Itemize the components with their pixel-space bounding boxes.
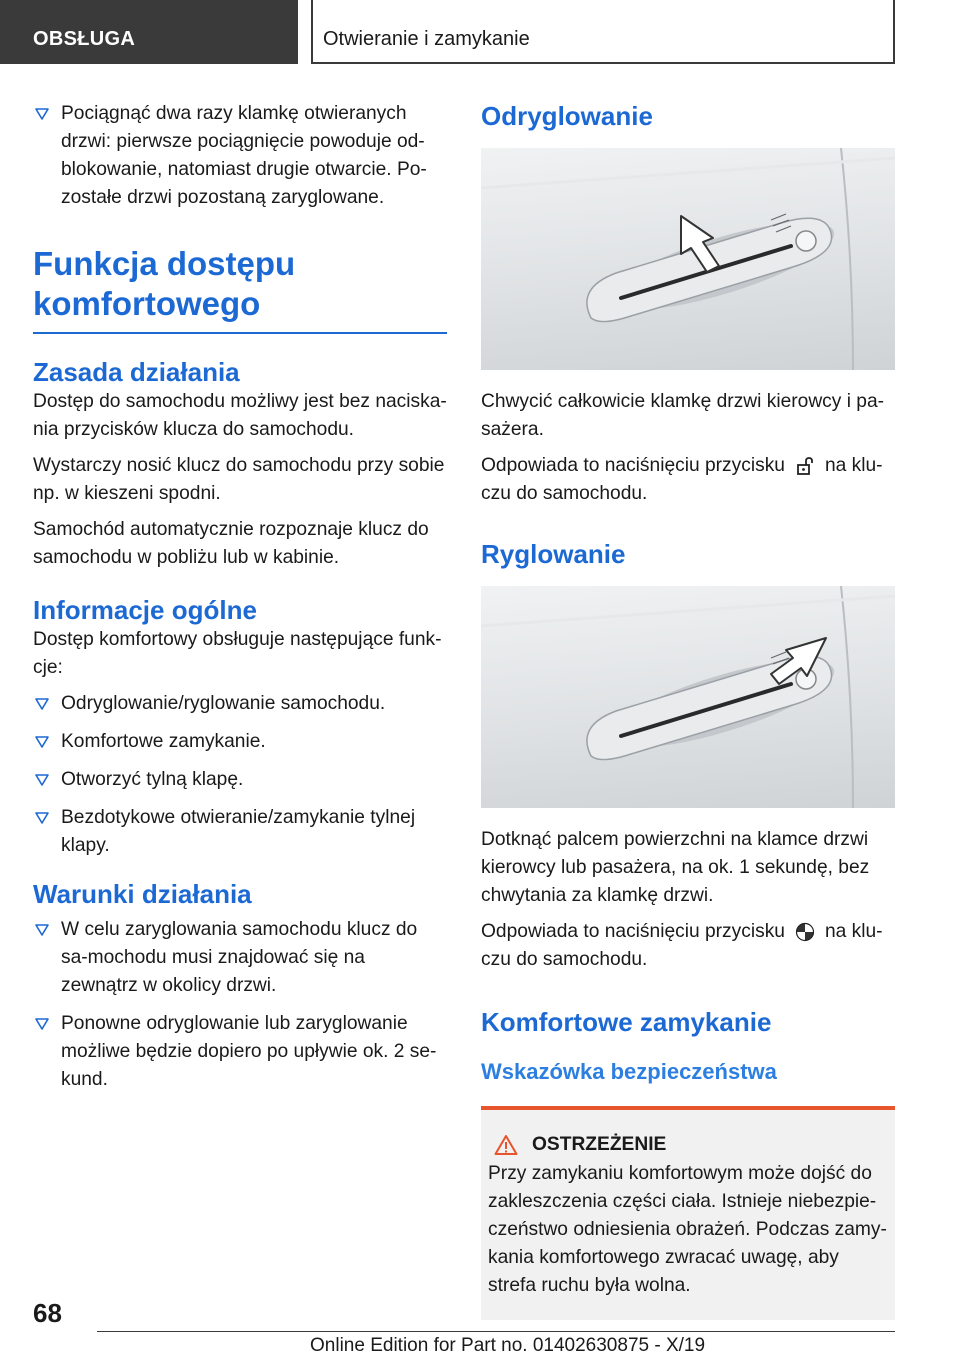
header-chapter-label: Otwieranie i zamykanie bbox=[323, 28, 530, 50]
triangle-bullet-icon bbox=[35, 811, 49, 825]
odryglowanie-p1: Chwycić całkowicie klamkę drzwi kierowcy i pa-sażera. bbox=[481, 391, 885, 440]
intro-list bbox=[33, 100, 447, 212]
triangle-bullet-icon bbox=[35, 107, 49, 121]
unlock-icon bbox=[795, 456, 815, 476]
zasada-p1: Dostęp do samochodu możliwy jest bez naciska-nia przycisków klucza do samochodu. bbox=[33, 391, 447, 440]
safety-subheading: Wskazówka bezpieczeństwa bbox=[481, 1059, 777, 1084]
warning-label: OSTRZEŻENIE bbox=[532, 1134, 667, 1155]
zasada-heading: Zasada działania bbox=[33, 357, 240, 387]
main-heading: Funkcja dostępu komfortowego bbox=[33, 245, 296, 322]
footer-rule bbox=[97, 1331, 895, 1332]
ryglowanie-p2: Odpowiada to naciśnięciu przycisku na klu-czu do samochodu. bbox=[481, 921, 883, 970]
warning-text: Przy zamykaniu komfortowym może dojść do zakleszczenia części ciała. Istnieje niebezpie-czeństwo odniesienia obrażeń. Podczas zamy-kania komfortowego zwracać uwagę, aby strefa ruchu była wolna. bbox=[488, 1163, 887, 1296]
list-item: Ponowne odryglowanie lub zaryglowanie możliwe będzie dopiero po upływie ok. 2 se-kund. bbox=[33, 1010, 447, 1094]
door-handle-lock-figure bbox=[481, 586, 895, 808]
zasada-p2: Wystarczy nosić klucz do samochodu przy sobie np. w kieszeni spodni. bbox=[33, 455, 445, 504]
list-item: Komfortowe zamykanie. bbox=[33, 728, 447, 756]
footer-edition: Online Edition for Part no. 01402630875 - X/19 bbox=[310, 1335, 706, 1356]
informacje-heading: Informacje ogólne bbox=[33, 595, 257, 625]
warning-box bbox=[481, 1106, 895, 1320]
door-handle-lock-illustration bbox=[481, 586, 895, 808]
odryglowanie-heading: Odryglowanie bbox=[481, 101, 653, 131]
door-handle-unlock-illustration bbox=[481, 148, 895, 370]
odryglowanie-p2: Odpowiada to naciśnięciu przycisku na klu-czu do samochodu. bbox=[481, 455, 883, 504]
lock-badge-icon bbox=[795, 922, 815, 942]
list-item: W celu zaryglowania samochodu klucz do sa-mochodu musi znajdować się na zewnątrz w okolicy drzwi. bbox=[33, 916, 447, 1000]
komfortowe-heading: Komfortowe zamykanie bbox=[481, 1007, 772, 1037]
header-section-label: OBSŁUGA bbox=[33, 28, 136, 50]
list-item: Pociągnąć dwa razy klamkę otwieranych drzwi: pierwsze pociągnięcie powoduje od-blokowanie, natomiast drugie otwarcie. Po-zostałe drzwi pozostaną zaryglowane. bbox=[33, 100, 447, 212]
header-chapter-tab bbox=[311, 0, 895, 64]
ryglowanie-p1: Dotknąć palcem powierzchni na klamce drzwi kierowcy lub pasażera, na ok. 1 sekundę, bez chwytania za klamkę drzwi. bbox=[481, 829, 870, 906]
zasada-p3: Samochód automatycznie rozpoznaje klucz do samochodu w pobliżu lub w kabinie. bbox=[33, 519, 429, 568]
triangle-bullet-icon bbox=[35, 773, 49, 787]
triangle-bullet-icon bbox=[35, 735, 49, 749]
page-number: 68 bbox=[33, 1298, 62, 1328]
triangle-bullet-icon bbox=[35, 923, 49, 937]
warning-header bbox=[494, 1134, 887, 1156]
ryglowanie-heading: Ryglowanie bbox=[481, 539, 626, 569]
header-section-tab bbox=[0, 0, 298, 64]
list-item: Otworzyć tylną klapę. bbox=[33, 766, 447, 794]
informacje-list bbox=[33, 690, 447, 860]
list-item: Bezdotykowe otwieranie/zamykanie tylnej klapy. bbox=[33, 804, 447, 860]
informacje-p1: Dostęp komfortowy obsługuje następujące funk-cje: bbox=[33, 629, 442, 678]
warning-triangle-icon bbox=[494, 1134, 518, 1156]
right-column bbox=[481, 100, 895, 1320]
triangle-bullet-icon bbox=[35, 697, 49, 711]
warunki-heading: Warunki działania bbox=[33, 879, 252, 909]
warunki-list bbox=[33, 916, 447, 1094]
list-item: Odryglowanie/ryglowanie samochodu. bbox=[33, 690, 447, 718]
triangle-bullet-icon bbox=[35, 1017, 49, 1031]
door-handle-unlock-figure bbox=[481, 148, 895, 370]
left-column bbox=[33, 100, 447, 1104]
